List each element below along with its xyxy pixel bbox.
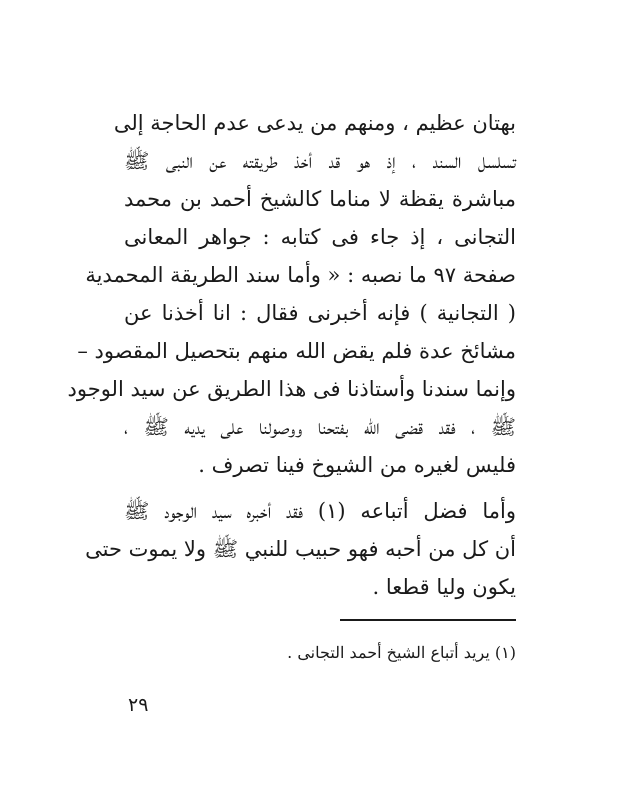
text-line: ( التجانية ) فإنه أخبرنى فقال : انا أخذنا عن	[124, 301, 516, 325]
second-paragraph	[85, 492, 516, 606]
text-line: فليس لغيره من الشيوخ فينا تصرف .	[198, 453, 516, 477]
text-line: بهتان عظيم ، ومنهم من يدعى عدم الحاجة إلى	[113, 111, 516, 135]
text-line: أن كل من أحبه فهو حبيب للنبي ﷺ ولا يموت حتى	[85, 537, 516, 561]
text-line: مباشرة يقظة لا مناما كالشيخ أحمد بن محمد	[124, 187, 516, 211]
text-line: مشائخ عدة فلم يقض الله منهم بتحصيل المقصود –	[77, 339, 516, 363]
text-line: وأما فضل أتباعه (١) فقد أخبره سيد الوجود ﷺ	[124, 499, 516, 523]
text-line: تسلسل السند ، إذ هو قد أخذ طريقته عن النبى ﷺ	[124, 149, 516, 173]
text-line: التجانى ، إذ جاء فى كتابه : جواهر المعانى	[124, 225, 516, 249]
footnote-divider	[340, 619, 516, 621]
footnote: (١) يريد أتباع الشيخ أحمد التجانى .	[287, 643, 516, 662]
main-paragraph	[67, 104, 516, 484]
text-line: يكون وليا قطعا .	[372, 575, 516, 599]
text-line: ﷺ ، فقد قضى الله بفتحنا ووصولنا على يديه ﷺ ،	[124, 415, 516, 439]
text-line: وإنما سندنا وأستاذنا فى هذا الطريق عن سيد الوجود	[67, 377, 516, 401]
page-number: ٢٩	[128, 694, 149, 716]
text-line: صفحة ٩٧ ما نصبه : « وأما سند الطريقة المحمدية	[85, 263, 516, 287]
